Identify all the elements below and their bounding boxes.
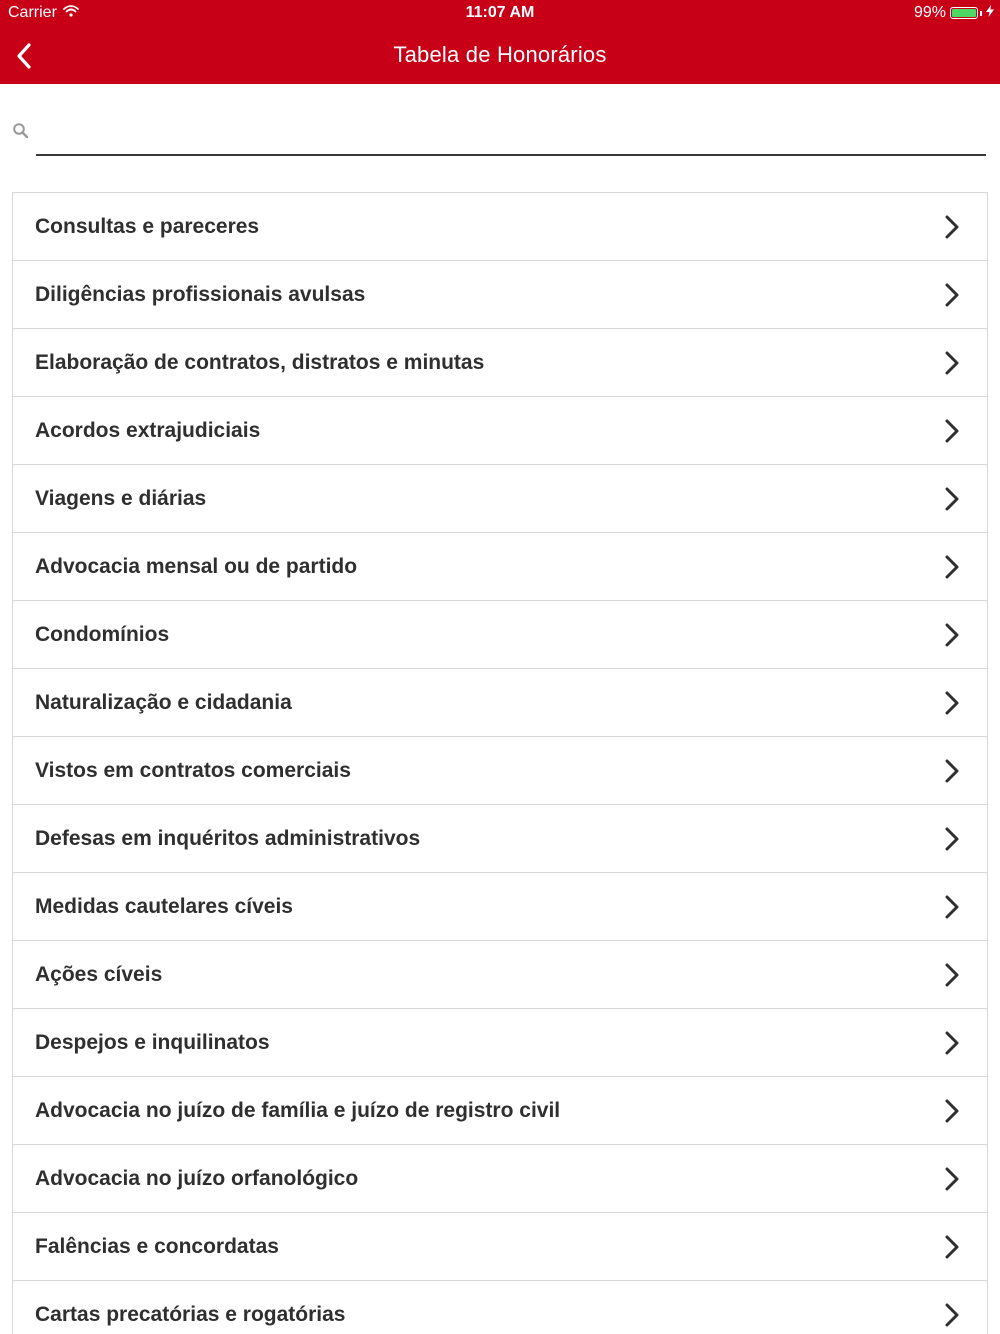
chevron-right-icon	[943, 214, 961, 240]
list-item-label: Advocacia no juízo orfanológico	[35, 1167, 359, 1190]
status-right	[914, 4, 994, 22]
chevron-right-icon	[943, 282, 961, 308]
chevron-right-icon	[943, 758, 961, 784]
list-item-label: Viagens e diárias	[35, 487, 207, 510]
list-item-label: Advocacia no juízo de família e juízo de registro civil	[35, 1099, 561, 1122]
chevron-right-icon	[943, 1302, 961, 1328]
chevron-right-icon	[943, 622, 961, 648]
chevron-right-icon	[943, 554, 961, 580]
list-item-label: Falências e concordatas	[35, 1235, 279, 1258]
chevron-right-icon	[943, 486, 961, 512]
list-item[interactable]	[12, 1281, 988, 1334]
list-item-label: Vistos em contratos comerciais	[35, 759, 351, 782]
top-bar	[0, 0, 1000, 84]
category-list	[12, 192, 988, 1334]
list-item-label: Consultas e pareceres	[35, 215, 260, 238]
chevron-right-icon	[943, 350, 961, 376]
chevron-right-icon	[943, 962, 961, 988]
chevron-right-icon	[943, 1098, 961, 1124]
search-input[interactable]	[36, 112, 986, 156]
list-item[interactable]	[12, 193, 988, 261]
list-item-label: Advocacia mensal ou de partido	[35, 555, 358, 578]
chevron-right-icon	[943, 1166, 961, 1192]
list-item[interactable]	[12, 465, 988, 533]
list-item-label: Cartas precatórias e rogatórias	[35, 1303, 346, 1326]
list-item-label: Defesas em inquéritos administrativos	[35, 827, 421, 850]
list-item-label: Acordos extrajudiciais	[35, 419, 261, 442]
chevron-right-icon	[943, 1234, 961, 1260]
list-item[interactable]	[12, 941, 988, 1009]
chevron-right-icon	[943, 826, 961, 852]
list-item[interactable]	[12, 533, 988, 601]
navigation-bar	[0, 28, 1000, 84]
list-item-label: Ações cíveis	[35, 963, 163, 986]
status-time: 11:07 AM	[465, 4, 535, 21]
list-item[interactable]	[12, 1077, 988, 1145]
list-item[interactable]	[12, 329, 988, 397]
list-item[interactable]	[12, 1213, 988, 1281]
list-item-label: Condomínios	[35, 623, 170, 646]
chevron-right-icon	[943, 690, 961, 716]
list-item-label: Elaboração de contratos, distratos e minutas	[35, 351, 485, 374]
page-title: Tabela de Honorários	[393, 42, 607, 67]
list-item[interactable]	[12, 1145, 988, 1213]
carrier-label: Carrier	[8, 4, 57, 21]
list-item[interactable]	[12, 805, 988, 873]
list-item-label: Despejos e inquilinatos	[35, 1031, 270, 1054]
list-item[interactable]	[12, 261, 988, 329]
list-item[interactable]	[12, 737, 988, 805]
list-item[interactable]	[12, 873, 988, 941]
chevron-right-icon	[943, 894, 961, 920]
list-item-label: Naturalização e cidadania	[35, 691, 292, 714]
chevron-right-icon	[943, 418, 961, 444]
battery-percent: 99%	[913, 4, 946, 21]
list-item[interactable]	[12, 601, 988, 669]
list-item-label: Medidas cautelares cíveis	[35, 895, 293, 918]
list-item-label: Diligências profissionais avulsas	[35, 283, 366, 306]
battery-icon	[950, 7, 978, 19]
charging-icon	[986, 4, 994, 22]
battery-level	[952, 9, 976, 17]
chevron-right-icon	[943, 1030, 961, 1056]
list-item[interactable]	[12, 1009, 988, 1077]
list-item[interactable]	[12, 669, 988, 737]
search-bar	[0, 84, 1000, 176]
status-bar	[0, 0, 1000, 28]
list-item[interactable]	[12, 397, 988, 465]
battery-cap	[980, 11, 982, 16]
search-icon	[12, 122, 30, 140]
